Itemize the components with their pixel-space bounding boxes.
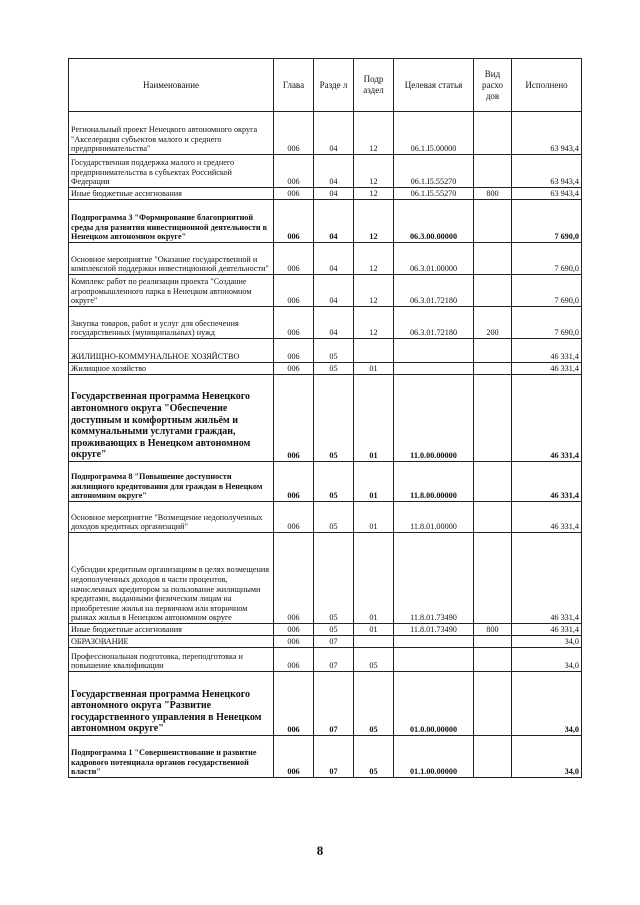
row-expense-type: 200	[474, 307, 512, 339]
row-executed: 34,0	[512, 648, 582, 672]
table-row	[69, 736, 582, 778]
row-chapter: 006	[274, 112, 314, 155]
table-row	[69, 636, 582, 648]
row-chapter: 006	[274, 275, 314, 307]
row-executed: 63 943,4	[512, 155, 582, 188]
row-subsection: 01	[354, 502, 394, 533]
row-expense-type	[474, 339, 512, 363]
row-executed: 46 331,4	[512, 533, 582, 624]
row-expense-type	[474, 462, 512, 502]
row-executed: 7 690,0	[512, 243, 582, 275]
row-chapter: 006	[274, 533, 314, 624]
row-name: Иные бюджетные ассигнования	[69, 188, 274, 200]
row-expense-type	[474, 363, 512, 375]
row-name: Региональный проект Ненецкого автономного округа "Акселерация субъектов малого и среднего предпринимательства"	[69, 112, 274, 155]
row-name: Подпрограмма 8 "Повышение доступности жилищного кредитования для граждан в Ненецком автономном округе"	[69, 462, 274, 502]
row-section: 05	[314, 375, 354, 462]
row-section: 04	[314, 307, 354, 339]
row-subsection: 12	[354, 243, 394, 275]
row-chapter: 006	[274, 339, 314, 363]
row-subsection: 05	[354, 736, 394, 778]
table-row	[69, 648, 582, 672]
row-section: 04	[314, 112, 354, 155]
row-name: Подпрограмма 1 "Совершенствование и развитие кадрового потенциала органов государственной власти"	[69, 736, 274, 778]
row-target: 06.3.01.00000	[394, 243, 474, 275]
row-target	[394, 339, 474, 363]
row-chapter: 006	[274, 243, 314, 275]
row-target: 11.8.01.73490	[394, 624, 474, 636]
table-row	[69, 275, 582, 307]
row-chapter: 006	[274, 648, 314, 672]
header-expense-type: Вид расхо дов	[474, 59, 512, 112]
row-expense-type	[474, 200, 512, 243]
row-name: Субсидии кредитным организациям в целях возмещения недополученных доходов в части процентов, начисленных кредитором за пользование жилищными кредитами, выданными физическим лицам на приобретение жилья на первичном или вторичном рынках жилья в Ненецком автономном округе	[69, 533, 274, 624]
table-row	[69, 375, 582, 462]
row-section: 05	[314, 363, 354, 375]
table-row	[69, 624, 582, 636]
row-executed: 34,0	[512, 736, 582, 778]
row-subsection: 12	[354, 155, 394, 188]
row-name: Основное мероприятие "Оказание государственной и комплексной поддержки инвестиционной деятельности"	[69, 243, 274, 275]
row-expense-type	[474, 155, 512, 188]
header-name: Наименование	[69, 59, 274, 112]
row-executed: 46 331,4	[512, 462, 582, 502]
row-expense-type	[474, 275, 512, 307]
row-chapter: 006	[274, 672, 314, 736]
row-subsection: 01	[354, 363, 394, 375]
table-row	[69, 307, 582, 339]
table-row	[69, 339, 582, 363]
row-section: 05	[314, 462, 354, 502]
table-row	[69, 188, 582, 200]
row-chapter: 006	[274, 200, 314, 243]
row-expense-type	[474, 636, 512, 648]
header-executed: Исполнено	[512, 59, 582, 112]
row-subsection: 12	[354, 200, 394, 243]
row-name: Государственная программа Ненецкого автономного округа "Развитие государственного управления в Ненецком автономном округе"	[69, 672, 274, 736]
row-expense-type: 800	[474, 188, 512, 200]
page-number: 8	[316, 843, 324, 858]
row-target: 06.3.01.72180	[394, 307, 474, 339]
row-executed: 7 690,0	[512, 307, 582, 339]
row-section: 05	[314, 339, 354, 363]
row-executed: 46 331,4	[512, 502, 582, 533]
row-executed: 46 331,4	[512, 375, 582, 462]
row-executed: 63 943,4	[512, 188, 582, 200]
row-executed: 46 331,4	[512, 624, 582, 636]
row-subsection: 12	[354, 112, 394, 155]
row-target	[394, 636, 474, 648]
row-target: 06.1.I5.00000	[394, 112, 474, 155]
row-subsection: 05	[354, 648, 394, 672]
row-section: 05	[314, 502, 354, 533]
row-subsection: 12	[354, 188, 394, 200]
row-section: 07	[314, 736, 354, 778]
row-section: 04	[314, 200, 354, 243]
row-chapter: 006	[274, 736, 314, 778]
row-section: 04	[314, 188, 354, 200]
row-target	[394, 363, 474, 375]
row-subsection: 01	[354, 533, 394, 624]
row-name: ОБРАЗОВАНИЕ	[69, 636, 274, 648]
row-expense-type: 800	[474, 624, 512, 636]
row-expense-type	[474, 672, 512, 736]
row-chapter: 006	[274, 502, 314, 533]
table-row	[69, 363, 582, 375]
table-body	[69, 112, 582, 778]
row-executed: 34,0	[512, 672, 582, 736]
row-section: 07	[314, 636, 354, 648]
row-name: Основное мероприятие "Возмещение недополученных доходов кредитных организаций"	[69, 502, 274, 533]
row-name: ЖИЛИЩНО-КОММУНАЛЬНОЕ ХОЗЯЙСТВО	[69, 339, 274, 363]
table-row	[69, 672, 582, 736]
row-subsection	[354, 636, 394, 648]
row-target: 01.1.00.00000	[394, 736, 474, 778]
header-chapter: Глава	[274, 59, 314, 112]
row-target: 11.0.00.00000	[394, 375, 474, 462]
table-row	[69, 502, 582, 533]
table-row	[69, 200, 582, 243]
row-subsection: 01	[354, 375, 394, 462]
row-chapter: 006	[274, 155, 314, 188]
row-chapter: 006	[274, 375, 314, 462]
row-name: Профессиональная подготовка, переподготовка и повышение квалификации	[69, 648, 274, 672]
row-executed: 46 331,4	[512, 339, 582, 363]
row-expense-type	[474, 736, 512, 778]
row-name: Подпрограмма 3 "Формирование благоприятной среды для развития инвестиционной деятельности в Ненецком автономном округе"	[69, 200, 274, 243]
row-executed: 7 690,0	[512, 275, 582, 307]
header-section: Разде л	[314, 59, 354, 112]
table-row	[69, 112, 582, 155]
row-target: 06.3.00.00000	[394, 200, 474, 243]
header-subsection: Подр аздел	[354, 59, 394, 112]
row-chapter: 006	[274, 462, 314, 502]
row-expense-type	[474, 243, 512, 275]
row-expense-type	[474, 533, 512, 624]
row-chapter: 006	[274, 307, 314, 339]
row-executed: 63 943,4	[512, 112, 582, 155]
row-name: Жилищное хозяйство	[69, 363, 274, 375]
row-section: 05	[314, 533, 354, 624]
row-subsection: 12	[354, 275, 394, 307]
row-subsection: 12	[354, 307, 394, 339]
row-name: Иные бюджетные ассигнования	[69, 624, 274, 636]
row-executed: 34,0	[512, 636, 582, 648]
row-target: 11.8.00.00000	[394, 462, 474, 502]
table-row	[69, 533, 582, 624]
table-row	[69, 462, 582, 502]
row-chapter: 006	[274, 188, 314, 200]
row-section: 07	[314, 648, 354, 672]
row-expense-type	[474, 375, 512, 462]
row-subsection: 05	[354, 672, 394, 736]
row-target: 06.1.I5.55270	[394, 188, 474, 200]
row-subsection: 01	[354, 624, 394, 636]
row-executed: 46 331,4	[512, 363, 582, 375]
budget-execution-table	[68, 58, 582, 778]
table-row	[69, 155, 582, 188]
row-target: 06.1.I5.55270	[394, 155, 474, 188]
header-target: Целевая статья	[394, 59, 474, 112]
row-chapter: 006	[274, 624, 314, 636]
row-target: 11.8.01.73490	[394, 533, 474, 624]
table-row	[69, 243, 582, 275]
row-name: Государственная поддержка малого и среднего предпринимательства в субъектах Российской Федерации	[69, 155, 274, 188]
row-target: 01.0.00.00000	[394, 672, 474, 736]
row-section: 04	[314, 275, 354, 307]
row-target	[394, 648, 474, 672]
row-section: 04	[314, 243, 354, 275]
row-expense-type	[474, 112, 512, 155]
row-target: 11.8.01.00000	[394, 502, 474, 533]
row-section: 04	[314, 155, 354, 188]
row-name: Закупка товаров, работ и услуг для обеспечения государственных (муниципальных) нужд	[69, 307, 274, 339]
row-subsection	[354, 339, 394, 363]
row-name: Комплекс работ по реализации проекта "Создание агропромышленного парка в Ненецком автономном округе"	[69, 275, 274, 307]
row-expense-type	[474, 648, 512, 672]
row-expense-type	[474, 502, 512, 533]
table-header-row	[69, 59, 582, 112]
row-section: 05	[314, 624, 354, 636]
row-subsection: 01	[354, 462, 394, 502]
row-chapter: 006	[274, 363, 314, 375]
row-chapter: 006	[274, 636, 314, 648]
row-target: 06.3.01.72180	[394, 275, 474, 307]
row-section: 07	[314, 672, 354, 736]
row-name: Государственная программа Ненецкого автономного округа "Обеспечение доступным и комфортным жильём и коммунальными услугами граждан, проживающих в Ненецком автономном округе"	[69, 375, 274, 462]
row-executed: 7 690,0	[512, 200, 582, 243]
